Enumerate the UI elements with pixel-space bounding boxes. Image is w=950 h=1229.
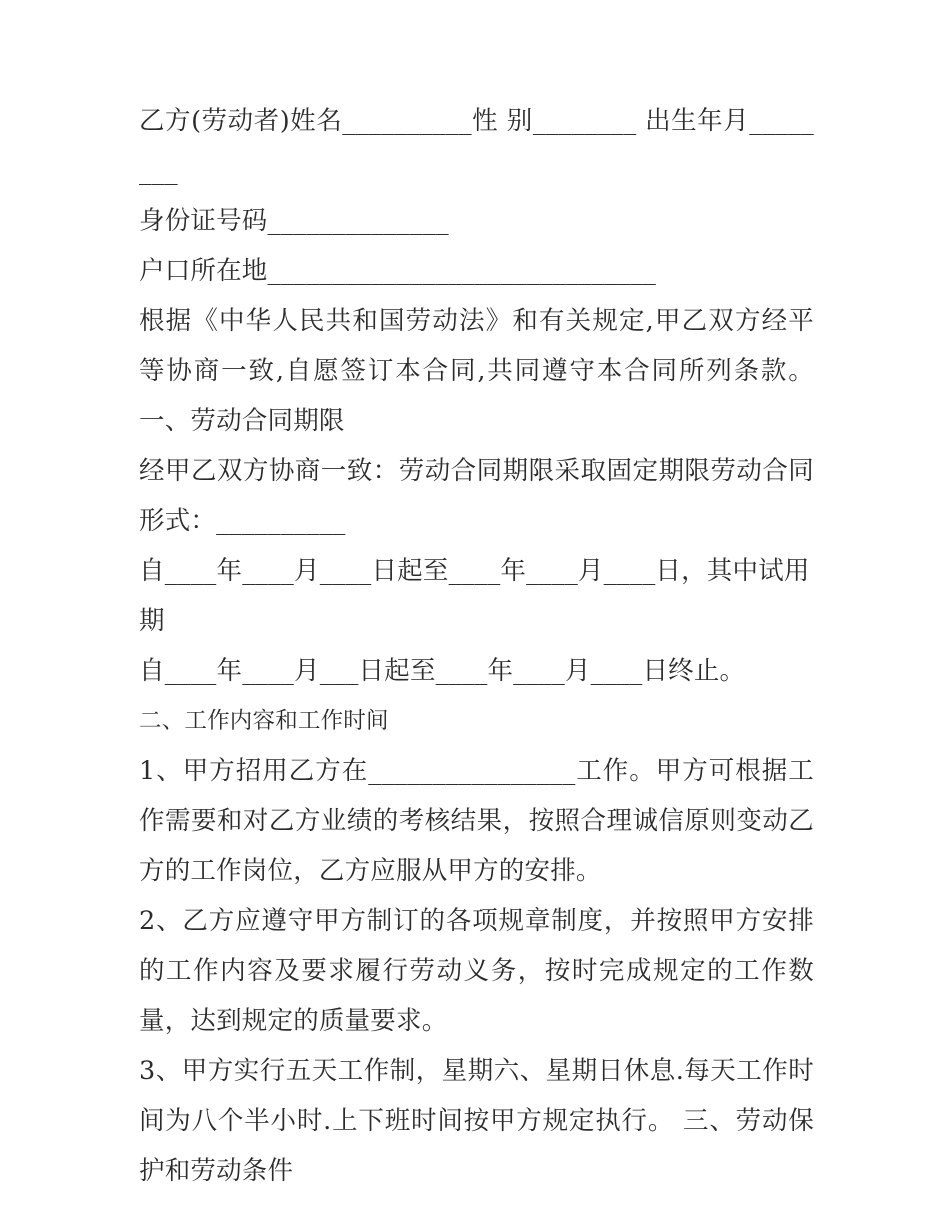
paragraph-clause-3: 3、甲方实行五天工作制，星期六、星期日休息.每天工作时间为八个半小时.上下班时间按甲方规定执行。 三、劳动保护和劳动条件 [139,1056,814,1186]
document-body [139,96,823,1196]
paragraph-preamble: 根据《中华人民共和国劳动法》和有关规定,甲乙双方经平等协商一致,自愿签订本合同,共同遵守本合同所列条款。 一、劳动合同期限 [139,306,823,436]
paragraph-id-number-line: 身份证号码______________ [139,206,449,236]
paragraph-term-dates: 自____年____月____日起至____年____月____日，其中试用期 [139,556,810,636]
paragraph-household-registration-line: 户口所在地______________________________ [139,256,657,286]
heading-section-two: 二、工作内容和工作时间 [139,708,389,734]
paragraph-employee-identity-line: 乙方(劳动者)姓名__________性 别________ 出生年月________ [139,106,814,186]
paragraph-clause-2: 2、乙方应遵守甲方制订的各项规章制度，并按照甲方安排的工作内容及要求履行劳动义务，按时完成规定的工作数量，达到规定的质量要求。 [139,906,814,1036]
paragraph-term-type: 经甲乙双方协商一致：劳动合同期限采取固定期限劳动合同形式：__________ [139,456,814,536]
paragraph-probation-dates: 自____年____月___日起至____年____月____日终止。 [139,656,746,686]
paragraph-clause-1: 1、甲方招用乙方在________________工作。甲方可根据工作需要和对乙方业绩的考核结果，按照合理诚信原则变动乙方的工作岗位，乙方应服从甲方的安排。 [139,756,814,886]
